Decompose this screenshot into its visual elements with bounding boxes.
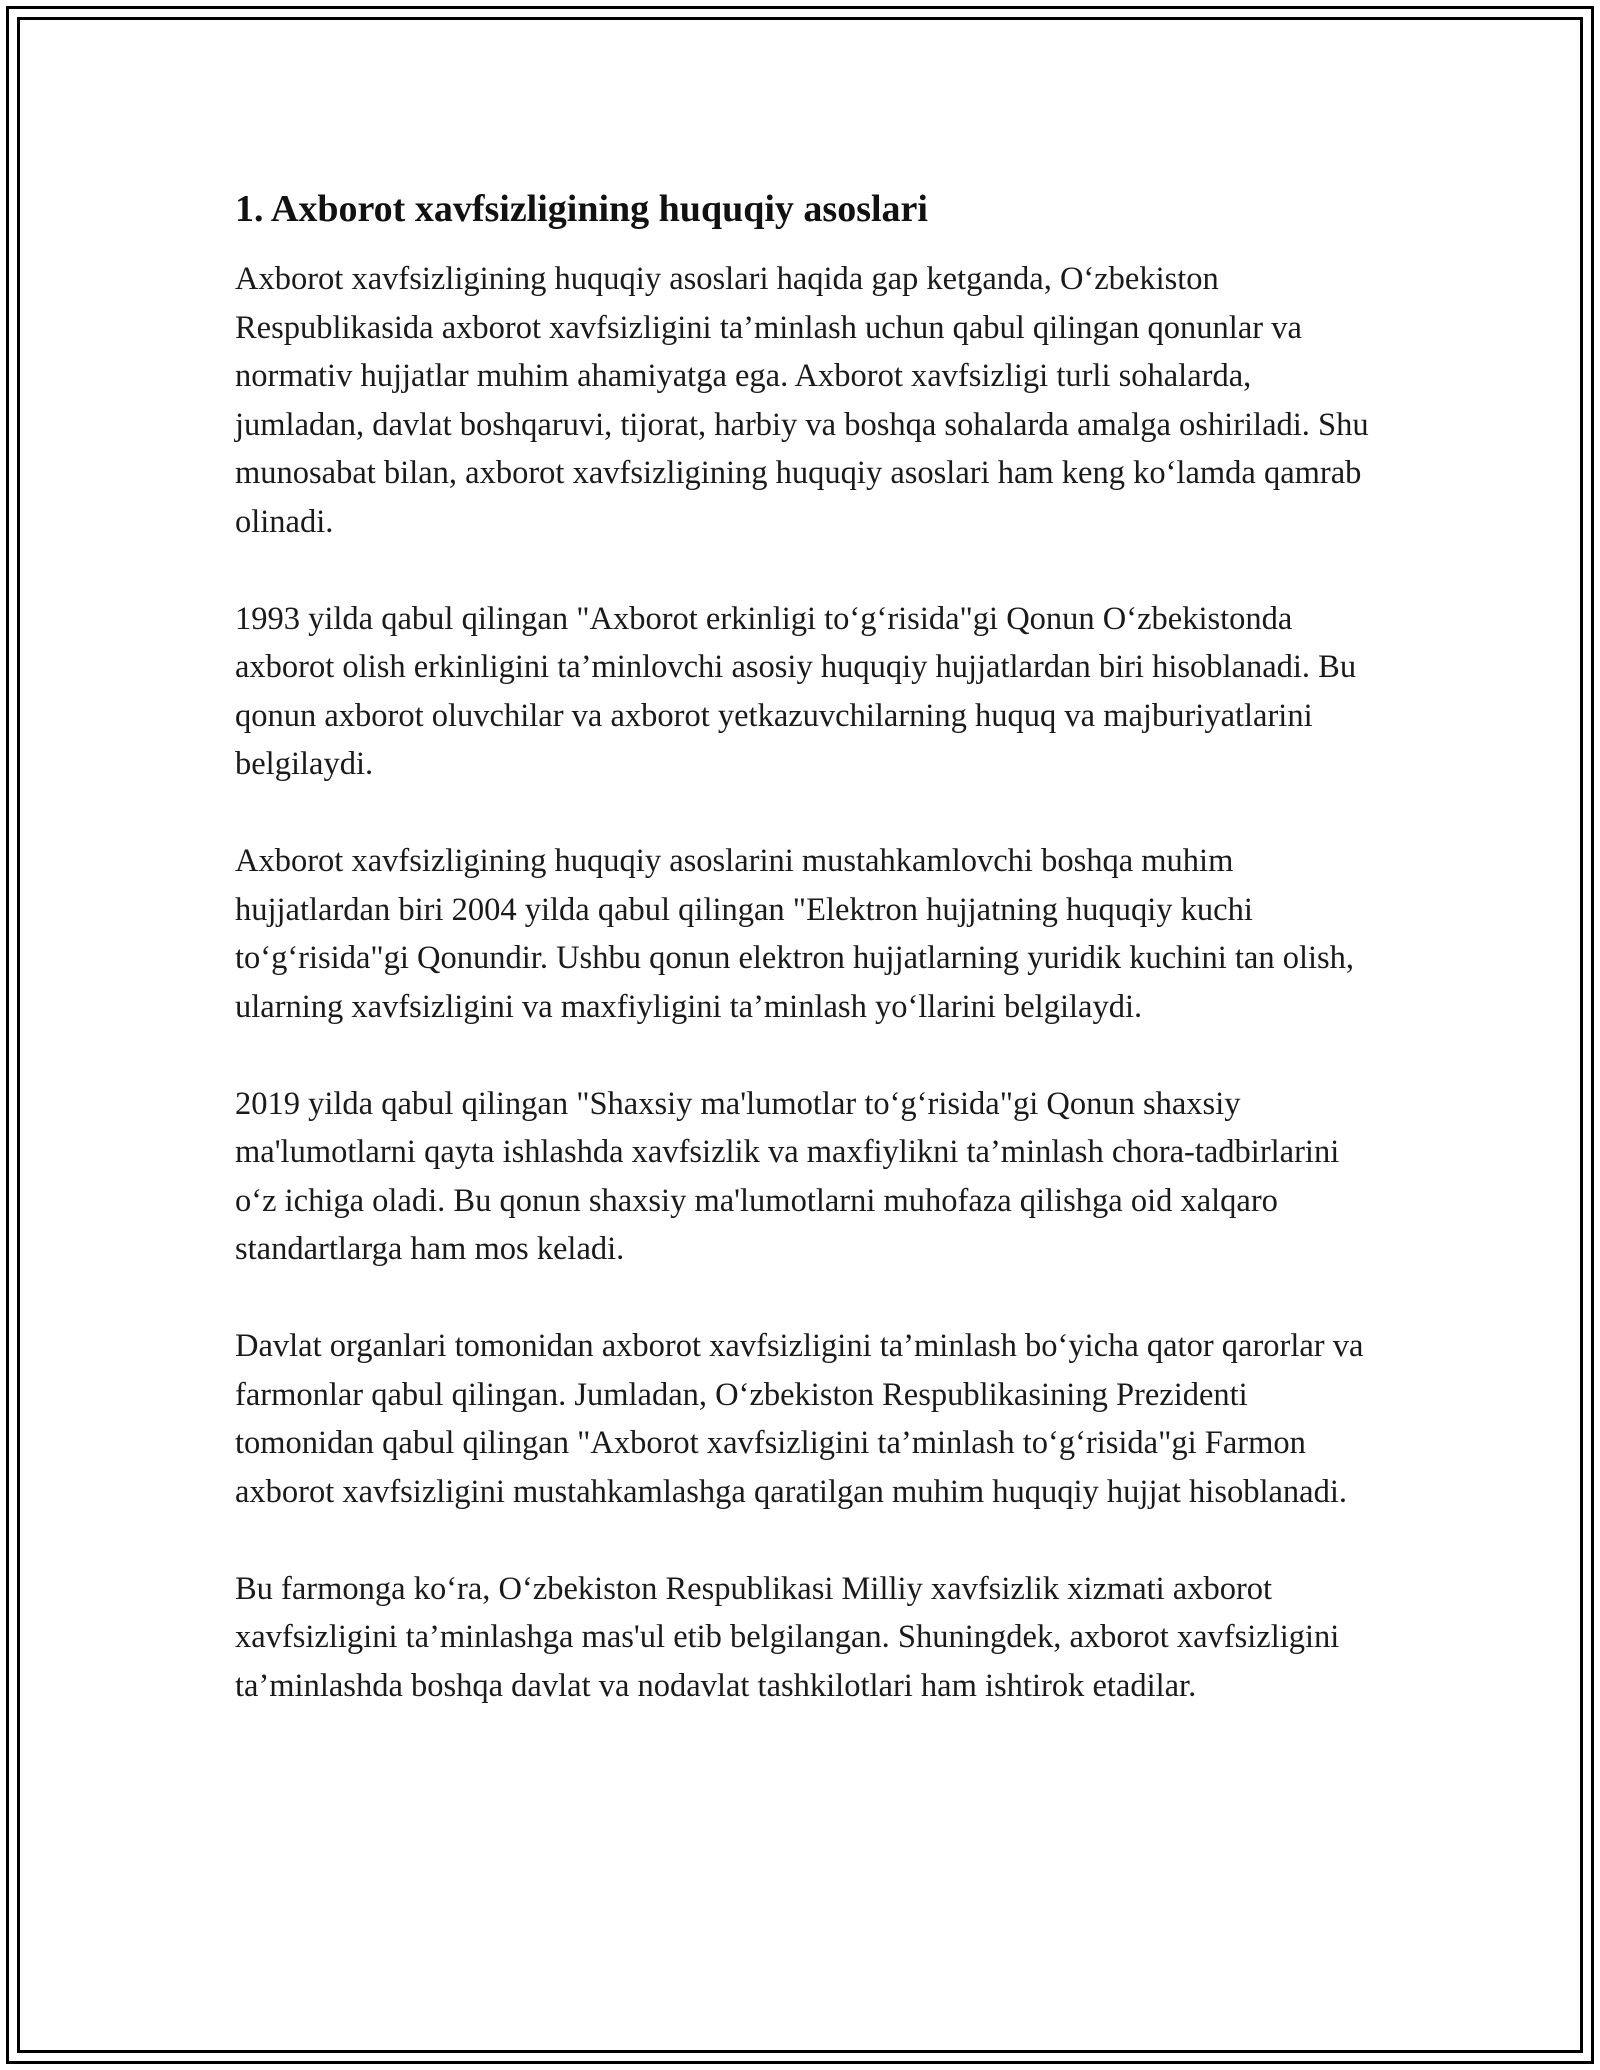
paragraph-electronic-document-law: Axborot xavfsizligining huquqiy asoslarini mustahkamlovchi boshqa muhim hujjatlardan biri 2004 yilda qabul qilingan "Elektron hujjatning huquqiy kuchi to‘g‘risida"gi Qonundir. Ushbu qonun elektron hujjatlarning yuridik kuchini tan olish, ularning xavfsizligini va maxfiyligini ta’minlash yo‘llarini belgilaydi. xyxy=(235,843,1355,1025)
paragraph-intro: Axborot xavfsizligining huquqiy asoslari haqida gap ketganda, O‘zbekiston Respublikasida axborot xavfsizligini ta’minlash uchun qabul qilingan qonunlar va normativ hujjatlar muhim ahamiyatga ega. Axborot xavfsizligi turli sohalarda, jumladan, davlat boshqaruvi, tijorat, harbiy va boshqa sohalarda amalga oshiriladi. Shu munosabat bilan, axborot xavfsizligining huquqiy asoslari ham keng ko‘lamda qamrab olinadi. xyxy=(235,261,1369,540)
paragraph-national-security-service: Bu farmonga ko‘ra, O‘zbekiston Respublikasi Milliy xavfsizlik xizmati axborot xavfsizligini ta’minlashga mas'ul etib belgilangan. Shuningdek, axborot xavfsizligini ta’minlashda boshqa davlat va nodavlat tashkilotlari ham ishtirok etadilar. xyxy=(235,1570,1340,1704)
document-body xyxy=(235,185,1370,1710)
paragraph-personal-data-law: 2019 yilda qabul qilingan "Shaxsiy ma'lumotlar to‘g‘risida"gi Qonun shaxsiy ma'lumotlarni qayta ishlashda xavfsizlik va maxfiylikni ta’minlash chora-tadbirlarini o‘z ichiga oladi. Bu qonun shaxsiy ma'lumotlarni muhofaza qilishga oid xalqaro standartlarga ham mos keladi. xyxy=(235,1085,1340,1267)
paragraph-freedom-of-information-law: 1993 yilda qabul qilingan "Axborot erkinligi to‘g‘risida"gi Qonun O‘zbekistonda axborot olish erkinligini ta’minlovchi asosiy huquqiy hujjatlardan biri hisoblanadi. Bu qonun axborot oluvchilar va axborot yetkazuvchilarning huquq va majburiyatlarini belgilaydi. xyxy=(235,600,1357,782)
section-title: 1. Axborot xavfsizligining huquqiy asoslari xyxy=(235,188,928,230)
paragraph-decrees: Davlat organlari tomonidan axborot xavfsizligini ta’minlash bo‘yicha qator qarorlar va farmonlar qabul qilingan. Jumladan, O‘zbekiston Respublikasining Prezidenti tomonidan qabul qilingan "Axborot xavfsizligini ta’minlash to‘g‘risida"gi Farmon axborot xavfsizligini mustahkamlashga qaratilgan muhim huquqiy hujjat hisoblanadi. xyxy=(235,1328,1364,1510)
